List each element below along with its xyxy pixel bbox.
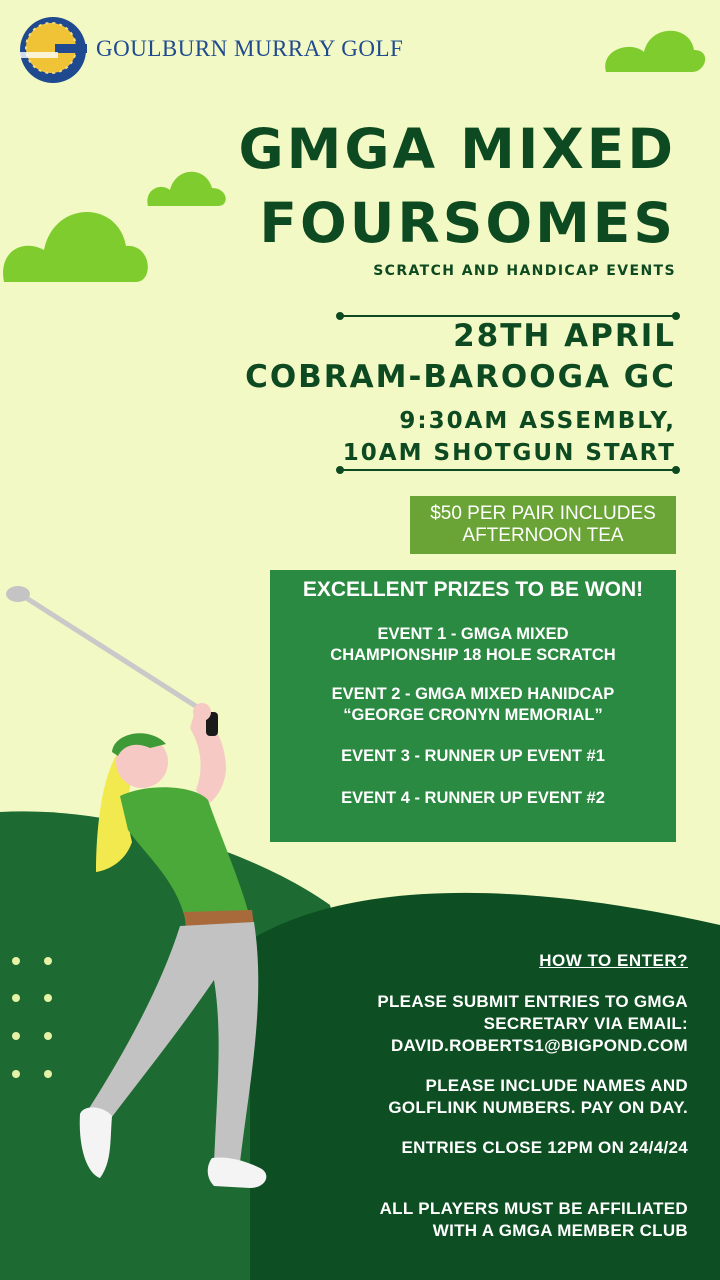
- prize-event-2-line1: EVENT 2 - GMGA MIXED HANIDCAP: [331, 685, 615, 703]
- affiliated-line2: WITH A GMGA MEMBER CLUB: [432, 1221, 688, 1240]
- prize-event-1-line2: CHAMPIONSHIP 18 HOLE SCRATCH: [330, 646, 616, 664]
- event-title-line1: GMGA MIXED: [238, 117, 676, 181]
- submit-instructions: [377, 991, 688, 1057]
- how-to-enter-heading: HOW TO ENTER?: [539, 951, 688, 970]
- include-line1: PLEASE INCLUDE NAMES AND: [425, 1076, 688, 1095]
- include-line2: GOLFLINK NUMBERS. PAY ON DAY.: [388, 1098, 688, 1117]
- price-line1: $50 PER PAIR INCLUDES: [430, 503, 656, 524]
- price-badge: [410, 496, 676, 554]
- event-title-line2: FOURSOMES: [259, 191, 676, 255]
- event-venue: COBRAM-BAROOGA GC: [245, 359, 676, 395]
- brand-name: GOULBURN MURRAY GOLF: [96, 36, 404, 61]
- prize-event-1: [270, 624, 676, 666]
- prize-event-1-line1: EVENT 1 - GMGA MIXED: [377, 625, 569, 643]
- price-line2: AFTERNOON TEA: [462, 525, 624, 546]
- prizes-panel: [270, 570, 676, 842]
- event-time-line1: 9:30AM ASSEMBLY,: [399, 408, 676, 434]
- submit-line1: PLEASE SUBMIT ENTRIES TO GMGA: [377, 992, 688, 1011]
- email-link[interactable]: DAVID.ROBERTS1@BIGPOND.COM: [390, 1036, 688, 1055]
- prize-event-2: [270, 684, 676, 726]
- prize-event-3-line1: EVENT 3 - RUNNER UP EVENT #1: [341, 747, 605, 765]
- prize-event-3: [270, 746, 676, 767]
- include-instructions: [388, 1075, 688, 1119]
- golf-ball-icon: [20, 17, 87, 83]
- entries-close: ENTRIES CLOSE 12PM ON 24/4/24: [401, 1138, 688, 1157]
- affiliation-note: [380, 1198, 688, 1242]
- event-time-line2: 10AM SHOTGUN START: [342, 440, 676, 466]
- submit-line2: SECRETARY VIA EMAIL:: [483, 1014, 688, 1033]
- affiliated-line1: ALL PLAYERS MUST BE AFFILIATED: [379, 1199, 688, 1218]
- event-date: 28TH APRIL: [453, 318, 676, 354]
- prize-event-4-line1: EVENT 4 - RUNNER UP EVENT #2: [341, 789, 605, 807]
- prize-event-4: [270, 788, 676, 809]
- prize-event-2-line2: “GEORGE CRONYN MEMORIAL”: [343, 706, 603, 724]
- prizes-title: EXCELLENT PRIZES TO BE WON!: [302, 578, 644, 601]
- event-subtitle: SCRATCH AND HANDICAP EVENTS: [373, 263, 676, 279]
